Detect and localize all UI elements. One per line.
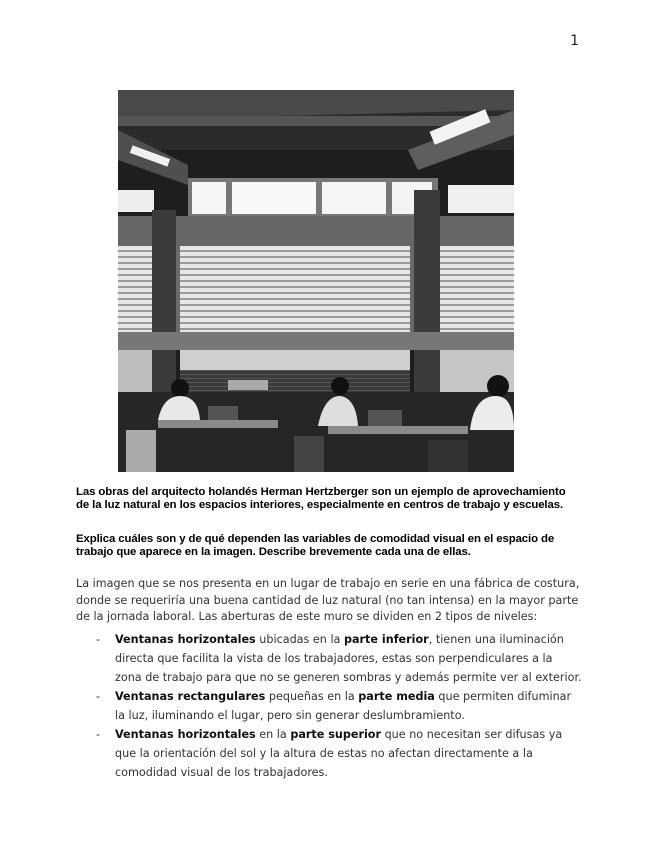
bullet-dash: - — [96, 690, 101, 703]
list-item — [96, 725, 582, 782]
list-item — [96, 687, 582, 725]
item-text: pequeñas en la — [265, 690, 359, 703]
window-types-list — [96, 630, 582, 782]
factory-interior-illustration — [118, 90, 514, 472]
question-prompt: Explica cuáles son y de qué dependen las variables de comodidad visual en el espacio de trabajo que aparece en la imagen. Describe brevemente cada una de ellas. — [76, 533, 555, 558]
bullet-dash: - — [96, 633, 101, 646]
item-text: que permiten difuminar la luz, iluminando el lugar, pero sin generar deslumbramiento. — [115, 690, 572, 722]
answer-intro: La imagen que se nos presenta en un lugar de trabajo en serie en una fábrica de costura, donde se requeriría una buena cantidad de luz natural (no tan intensa) en la mayor parte de la jornada laboral. Las aberturas de este muro se dividen en 2 tipos de niveles: — [76, 577, 580, 623]
item-term: Ventanas horizontales — [115, 728, 256, 741]
item-term: Ventanas horizontales — [115, 633, 256, 646]
item-location: parte media — [358, 690, 435, 703]
question-context: Las obras del arquitecto holandés Herman Hertzberger son un ejemplo de aprovechamiento de la luz natural en los espacios interiores, especialmente en centros de trabajo y escuelas. — [76, 486, 566, 511]
item-text: , tienen una iluminación directa que facilita la vista de los trabajadores, estas son perpendiculares a la zona de trabajo para que no se generen sombras y además permite ver al exterior. — [115, 633, 582, 684]
factory-interior-photo — [118, 90, 514, 472]
item-location: parte inferior — [343, 633, 429, 646]
bullet-dash: - — [96, 728, 101, 741]
page-number: 1 — [570, 33, 579, 49]
item-text: en la — [255, 728, 291, 741]
item-text: ubicadas en la — [255, 633, 344, 646]
item-text: que no necesitan ser difusas ya que la orientación del sol y la altura de estas no afectan directamente a la comodidad visual de los trabajadores. — [115, 728, 563, 779]
item-term: Ventanas rectangulares — [115, 690, 266, 703]
list-item — [96, 630, 582, 687]
item-location: parte superior — [290, 728, 382, 741]
